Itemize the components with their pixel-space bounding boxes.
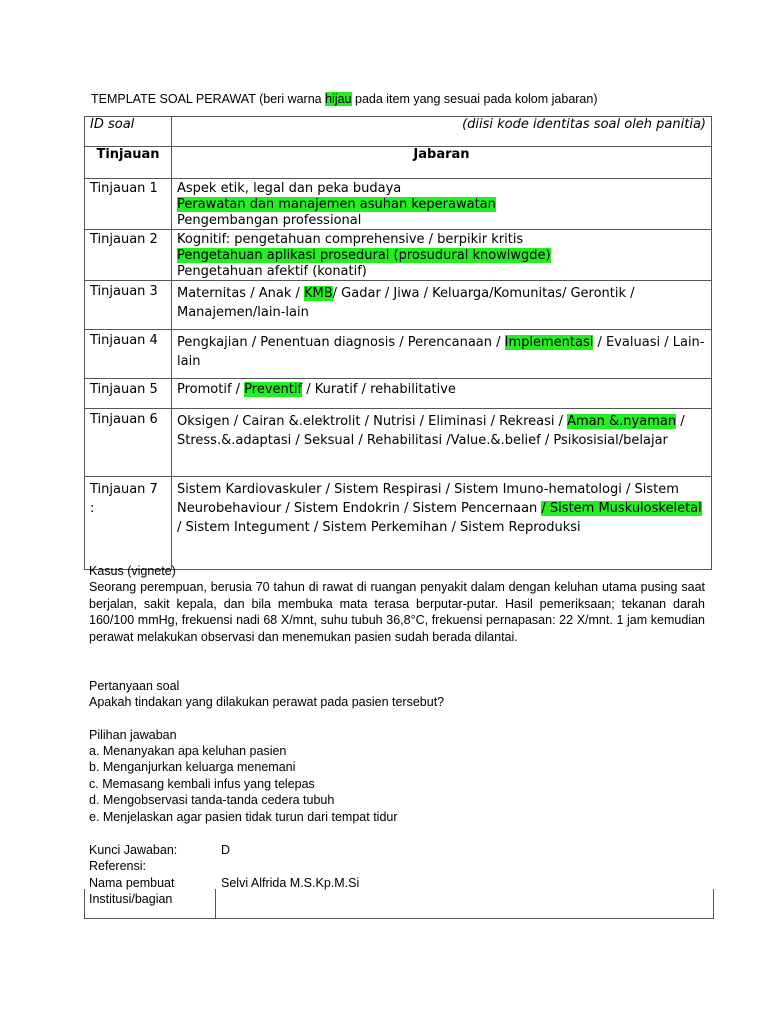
table-row xyxy=(85,230,712,281)
template-title xyxy=(91,92,598,106)
jabaran-item: Pengembangan professional xyxy=(177,213,362,228)
row-label: Tinjauan 4 xyxy=(85,330,172,379)
jabaran-item: Pengetahuan afektif (konatif) xyxy=(177,264,367,279)
jabaran-text: / Stress.&.adaptasi / Seksual / Rehabilitasi /Value.&.belief / Psikosisial/belajar xyxy=(177,414,685,448)
table-row xyxy=(85,477,712,570)
jabaran-highlight: Aman &.nyaman xyxy=(567,414,677,429)
jabaran-item: Aspek etik, legal dan peka budaya xyxy=(177,181,402,196)
jabaran-item-highlighted: Pengetahuan aplikasi prosedural (prosudural knowlwgde) xyxy=(177,248,551,263)
jabaran-text: / Gadar / Jiwa / Keluarga/Komunitas/ Gerontik / Manajemen/lain-lain xyxy=(177,286,635,320)
id-soal-label: ID soal xyxy=(85,117,172,147)
jabaran-text: Oksigen / Cairan &.elektrolit / Nutrisi / Eliminasi / Rekreasi / xyxy=(177,414,568,429)
choice-d: d. Mengobservasi tanda-tanda cedera tubuh xyxy=(89,793,335,807)
kunci-label: Kunci Jawaban: xyxy=(89,843,178,857)
jabaran-text: Sistem Kardiovaskuler / Sistem Respirasi / Sistem Imuno-hematologi / Sistem Neurobehaviour / Sistem Endokrin / Sistem Pencernaan xyxy=(177,482,679,516)
title-text-pre: TEMPLATE SOAL PERAWAT (beri warna xyxy=(91,92,326,106)
table-row xyxy=(85,179,712,230)
jabaran-item-highlighted: Perawatan dan manajemen asuhan keperawatan xyxy=(177,197,496,212)
row-label: Tinjauan 7 : xyxy=(85,477,172,570)
jabaran-highlight: Implementasi xyxy=(504,335,594,350)
id-soal-hint: (diisi kode identitas soal oleh panitia) xyxy=(172,117,712,147)
pembuat-value: Selvi Alfrida M.S.Kp.M.Si xyxy=(221,876,360,890)
row-label: Tinjauan 2 xyxy=(85,230,172,281)
jabaran-text: / Kuratif / rehabilitative xyxy=(302,382,456,397)
row-label: Tinjauan 3 xyxy=(85,281,172,330)
table-row xyxy=(85,409,712,477)
row-label: Tinjauan 1 xyxy=(85,179,172,230)
kunci-value: D xyxy=(221,843,231,857)
institusi-row xyxy=(89,891,221,908)
jabaran-cell xyxy=(172,281,712,330)
referensi-row xyxy=(89,858,221,875)
jabaran-highlight: / Sistem Muskuloskeletal xyxy=(541,501,702,516)
pembuat-label: Nama pembuat xyxy=(89,876,175,890)
case-text: Seorang perempuan, berusia 70 tahun di rawat di ruangan penyakit dalam dengan keluhan utama pusing saat berjalan, sakit kepala, dan bila membuka mata terasa berputar-putar. Hasil pemeriksaan; tekanan darah 160/100 mmHg, frekuensi nadi 68 X/mnt, suhu tubuh 36,8°C, frekuensi pernapasan: 22 X/mnt. 1 jam kemudian perawat melakukan observasi dan menemukan pasien sudah berada dilantai. xyxy=(89,580,705,644)
jabaran-cell xyxy=(172,409,712,477)
jabaran-cell xyxy=(172,379,712,409)
choices-heading: Pilihan jawaban xyxy=(89,728,177,742)
jabaran-cell xyxy=(172,477,712,570)
jabaran-text: / Sistem Integument / Sistem Perkemihan / Sistem Reproduksi xyxy=(177,520,581,535)
referensi-label: Referensi: xyxy=(89,859,146,873)
header-tinjauan: Tinjauan xyxy=(85,147,172,179)
soal-table xyxy=(84,116,712,570)
question-heading: Pertanyaan soal xyxy=(89,679,180,693)
jabaran-cell xyxy=(172,330,712,379)
row-label: Tinjauan 6 xyxy=(85,409,172,477)
title-highlight-word: hijau xyxy=(325,92,352,106)
institusi-label: Institusi/bagian xyxy=(89,892,173,906)
table-row xyxy=(85,330,712,379)
question-text: Apakah tindakan yang dilakukan perawat pada pasien tersebut? xyxy=(89,695,445,709)
choice-e: e. Menjelaskan agar pasien tidak turun dari tempat tidur xyxy=(89,810,398,824)
table-row xyxy=(85,379,712,409)
jabaran-text: / Evaluasi / Lain-lain xyxy=(177,335,705,369)
jabaran-text: Pengkajian / Penentuan diagnosis / Perencanaan / xyxy=(177,335,505,350)
case-heading: Kasus (vignete) xyxy=(89,564,176,578)
header-jabaran: Jabaran xyxy=(172,147,712,179)
choice-b: b. Menganjurkan keluarga menemani xyxy=(89,760,296,774)
row-label: Tinjauan 5 xyxy=(85,379,172,409)
choice-c: c. Memasang kembali infus yang telepas xyxy=(89,777,315,791)
choice-a: a. Menanyakan apa keluhan pasien xyxy=(89,744,287,758)
jabaran-highlight: KMB xyxy=(304,286,333,301)
title-text-post: pada item yang sesuai pada kolom jabaran) xyxy=(351,92,598,106)
table-row xyxy=(85,281,712,330)
kunci-jawaban-row xyxy=(89,842,230,859)
jabaran-text: Promotif / xyxy=(177,382,245,397)
jabaran-highlight: Preventif xyxy=(244,382,303,397)
jabaran-item: Kognitif: pengetahuan comprehensive / berpikir kritis xyxy=(177,232,524,247)
jabaran-text: Maternitas / Anak / xyxy=(177,286,304,301)
